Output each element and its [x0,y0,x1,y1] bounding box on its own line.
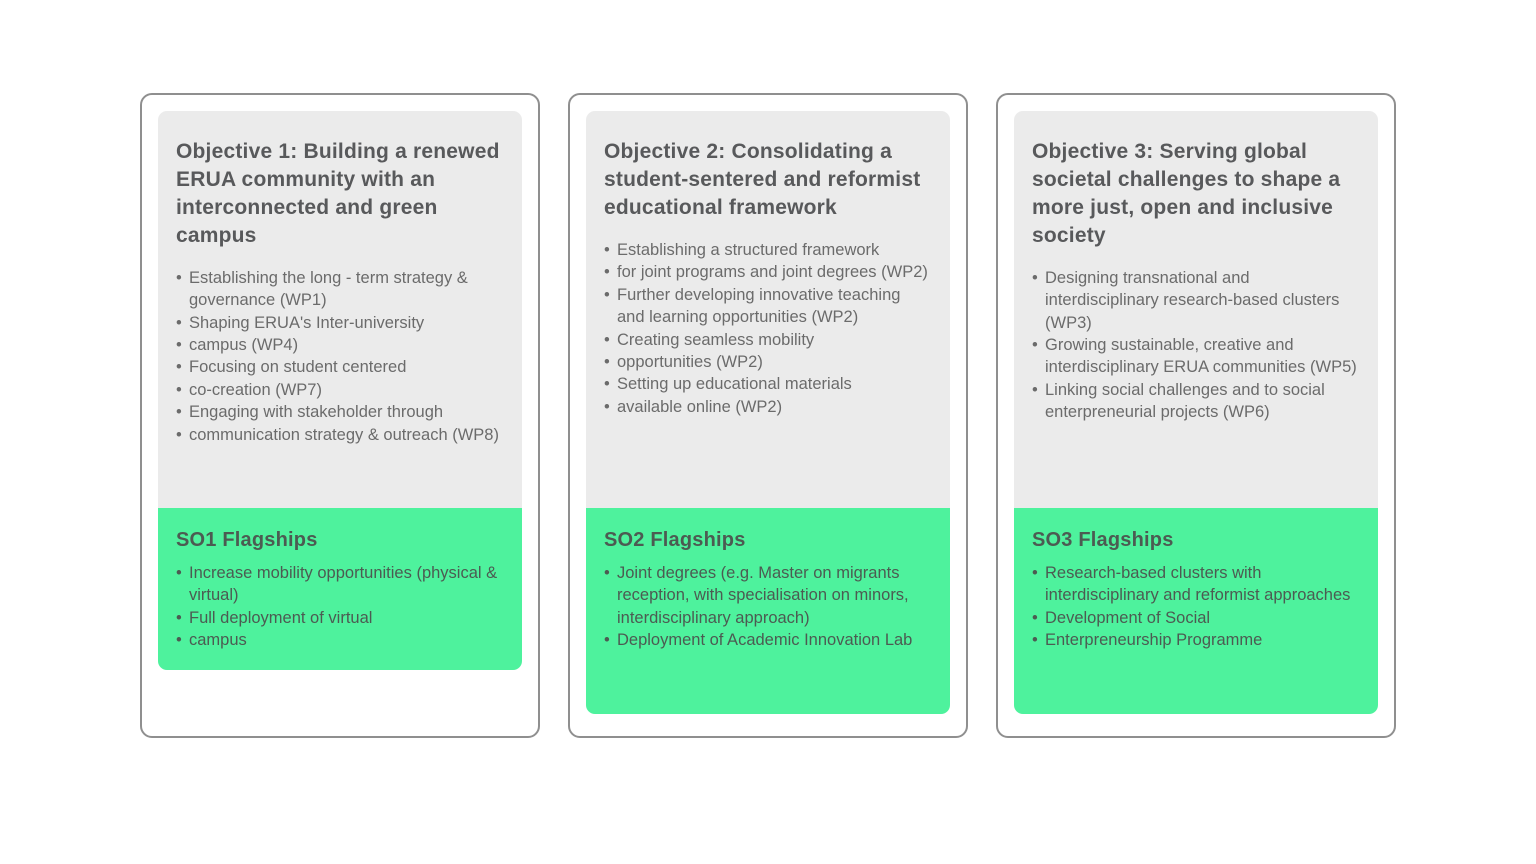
objective-1-bullet-list [176,267,502,447]
flagships-2-title: SO2 Flagships [604,529,746,551]
bullet-item: • campus (WP4) [176,334,502,356]
objective-2-panel [586,111,950,508]
bullet-item: • Designing transnational and interdisciplinary research-based clusters (WP3) [1032,267,1358,334]
flagships-1-title: SO1 Flagships [176,529,318,551]
bullet-item: • Joint degrees (e.g. Master on migrants reception, with specialisation on minors, interdisciplinary approach) [604,562,930,629]
flagships-3-bullet-list [1032,562,1358,652]
bullet-item: • Creating seamless mobility [604,329,930,351]
bullet-item: • Shaping ERUA's Inter-university [176,312,502,334]
bullet-item: • opportunities (WP2) [604,351,930,373]
objective-3-title: Objective 3: Serving global societal challenges to shape a more just, open and inclusive society [1032,140,1341,247]
bullet-item: • campus [176,629,502,651]
objective-card-1-stack [158,111,522,670]
bullet-item: • communication strategy & outreach (WP8) [176,424,502,446]
bullet-item: • co-creation (WP7) [176,379,502,401]
objective-card-3 [996,93,1396,738]
objective-card-2 [568,93,968,738]
objective-card-3-stack [1014,111,1378,714]
bullet-item: • Enterpreneurship Programme [1032,629,1358,651]
objective-1-panel [158,111,522,508]
flagships-3-title: SO3 Flagships [1032,529,1174,551]
objective-card-1 [140,93,540,738]
bullet-item: • Increase mobility opportunities (physical & virtual) [176,562,502,607]
objective-3-panel [1014,111,1378,508]
bullet-item: • Deployment of Academic Innovation Lab [604,629,930,651]
flagships-2-bullet-list [604,562,930,652]
objective-1-title: Objective 1: Building a renewed ERUA community with an interconnected and green campus [176,140,500,247]
bullet-item: • Focusing on student centered [176,356,502,378]
flagships-1-bullet-list [176,562,502,652]
objective-card-2-stack [586,111,950,714]
flagships-1-panel [158,508,522,670]
bullet-item: • Engaging with stakeholder through [176,401,502,423]
bullet-item: • Research-based clusters with interdisciplinary and reformist approaches [1032,562,1358,607]
bullet-item: • for joint programs and joint degrees (WP2) [604,261,930,283]
flagships-3-panel [1014,508,1378,714]
bullet-item: • Further developing innovative teaching and learning opportunities (WP2) [604,284,930,329]
bullet-item: • Setting up educational materials [604,373,930,395]
objective-3-bullet-list [1032,267,1358,424]
objective-2-bullet-list [604,239,930,419]
bullet-item: • Establishing a structured framework [604,239,930,261]
bullet-item: • Full deployment of virtual [176,607,502,629]
flagships-2-panel [586,508,950,714]
objective-2-title: Objective 2: Consolidating a student-sentered and reformist educational framework [604,140,921,219]
bullet-item: • Development of Social [1032,607,1358,629]
objectives-row [140,93,1396,738]
bullet-item: • available online (WP2) [604,396,930,418]
bullet-item: • Establishing the long - term strategy & governance (WP1) [176,267,502,312]
bullet-item: • Linking social challenges and to social enterpreneurial projects (WP6) [1032,379,1358,424]
bullet-item: • Growing sustainable, creative and interdisciplinary ERUA communities (WP5) [1032,334,1358,379]
